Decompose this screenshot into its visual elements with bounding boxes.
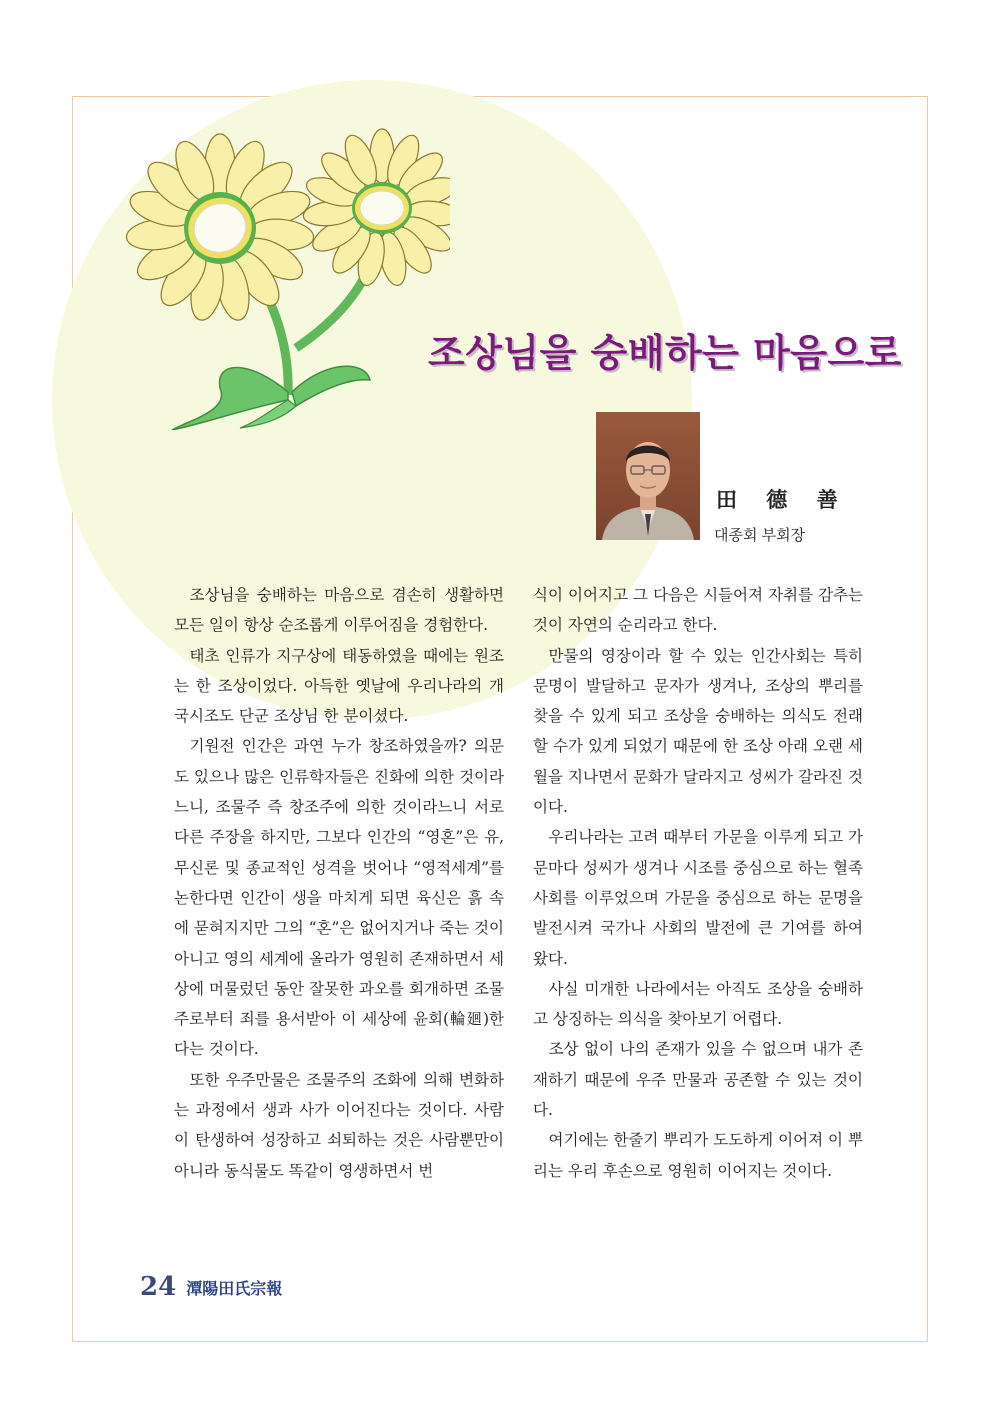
paragraph: 우리나라는 고려 때부터 가문을 이루게 되고 가문마다 성씨가 생겨나 시조를 중심으로 하는 혈족사회를 이루었으며 가문을 중심으로 하는 문명을 발전시켜 국가나 사회의 발전에 큰 기여를 하여 왔다. <box>533 828 863 968</box>
article-title: 조상님을 숭배하는 마음으로 <box>428 331 902 375</box>
portrait-icon <box>596 412 700 540</box>
author-photo <box>596 412 700 540</box>
paragraph: 태초 인류가 지구상에 태동하였을 때에는 원조는 한 조상이었다. 아득한 옛날에 우리나라의 개국시조도 단군 조상님 한 분이셨다. <box>174 646 504 726</box>
article-column-right <box>533 580 863 1186</box>
paragraph: 조상 없이 나의 존재가 있을 수 없으며 내가 존재하기 때문에 우주 만물과 공존할 수 있는 것이다. <box>533 1040 863 1120</box>
page-footer <box>140 1272 282 1302</box>
paragraph: 또한 우주만물은 조물주의 조화에 의해 변화하는 과정에서 생과 사가 이어진다는 것이다. 사람이 탄생하여 성장하고 쇠퇴하는 것은 사람뿐만이 아니라 동식물도 똑같이 영생하면서 번 <box>174 1070 504 1180</box>
author-role: 대종회 부회장 <box>714 527 806 544</box>
paragraph: 여기에는 한줄기 뿌리가 도도하게 이어져 이 뿌리는 우리 후손으로 영원히 이어지는 것이다. <box>533 1131 863 1180</box>
paragraph: 만물의 영장이라 할 수 있는 인간사회는 특히 문명이 발달하고 문자가 생겨나, 조상의 뿌리를 찾을 수 있게 되고 조상을 숭배하는 의식도 전래할 수가 있게 되었기 때문에 한 조상 아래 오랜 세월을 지나면서 문화가 달라지고 성씨가 갈라진 것이다. <box>533 646 863 817</box>
paragraph: 조상님을 숭배하는 마음으로 겸손히 생활하면 모든 일이 항상 순조롭게 이루어짐을 경험한다. <box>174 586 504 635</box>
publication-name: 潭陽田氏宗報 <box>186 1278 283 1298</box>
author-name: 田 德 善 <box>716 487 849 512</box>
paragraph: 기원전 인간은 과연 누가 창조하였을까? 의문도 있으나 많은 인류학자들은 진화에 의한 것이라느니, 조물주 즉 창조주에 의한 것이라느니 서로 다른 주장을 하지만, 그보다 인간의 “영혼”은 유, 무신론 및 종교적인 성격을 벗어나 “영적세계”를 논한다면 인간이 생을 마치게 되면 육신은 흙 속에 묻혀지지만 그의 “혼”은 없어지거나 죽는 것이 아니고 영의 세계에 올라가 영원히 존재하면서 세상에 머물렀던 동안 잘못한 과오를 회개하면 조물주로부터 죄를 용서받아 이 세상에 윤회(輪廻)한다는 것이다. <box>174 737 504 1059</box>
article-column-left <box>174 580 504 1186</box>
paragraph: 사실 미개한 나라에서는 아직도 조상을 숭배하고 상징하는 의식을 찾아보기 어렵다. <box>533 979 863 1029</box>
daisy-illustration <box>120 110 450 430</box>
page-number: 24 <box>140 1272 177 1302</box>
paragraph: 식이 이어지고 그 다음은 시들어져 자취를 감추는 것이 자연의 순리라고 한다. <box>533 586 863 635</box>
